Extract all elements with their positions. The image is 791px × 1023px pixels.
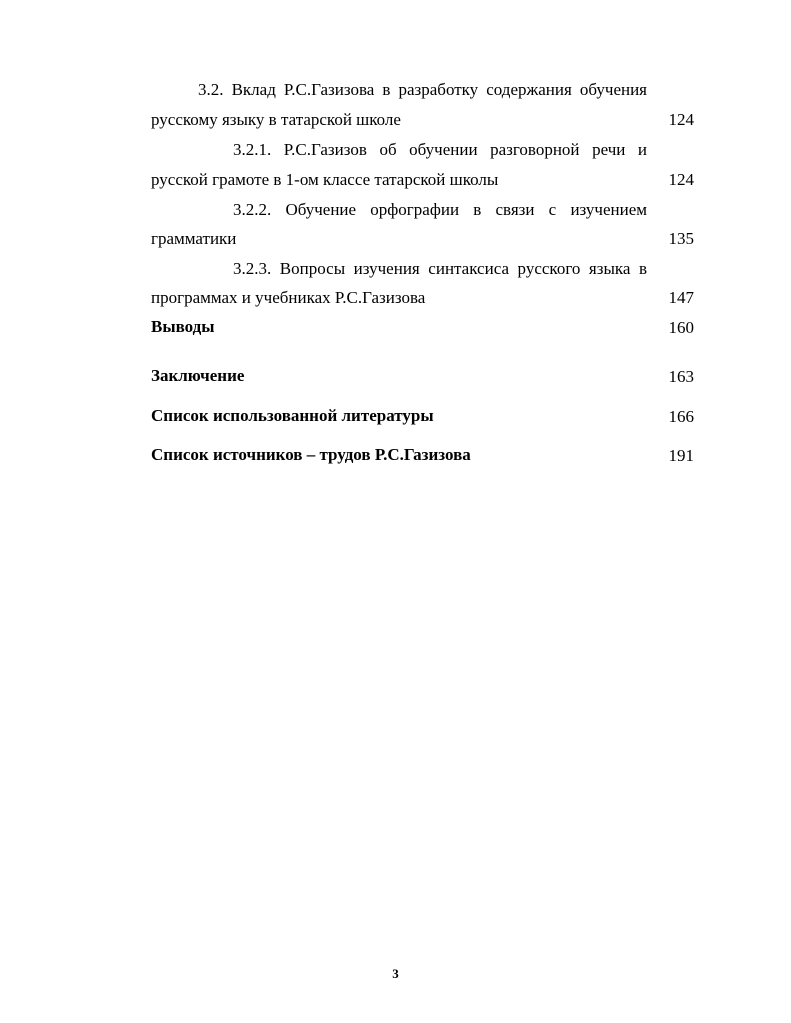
toc-entry-3-2-3-line1: 3.2.3. Вопросы изучения синтаксиса русского языка в: [233, 259, 647, 278]
toc-entry-3-2-line2: русскому языку в татарской школе: [151, 110, 401, 129]
toc-zaklyuchenie-page: 163: [668, 367, 694, 386]
toc-literatura-title: Список использованной литературы: [151, 406, 434, 425]
toc-entry-3-2-line1: 3.2. Вклад Р.С.Газизова в разработку содержания обучения: [198, 80, 647, 99]
toc-istochniki-page: 191: [668, 446, 694, 465]
toc-entry-3-2-1-line2: русской грамоте в 1-ом классе татарской школы: [151, 170, 499, 189]
footer-page-number: 3: [392, 966, 399, 981]
toc-entry-3-2-2-line1: 3.2.2. Обучение орфографии в связи с изучением: [233, 200, 647, 219]
toc-entry-3-2-2-page: 135: [668, 229, 694, 248]
toc-istochniki-title: Список источников – трудов Р.С.Газизова: [151, 445, 471, 464]
toc-entry-3-2-2-line2: грамматики: [151, 229, 237, 248]
toc-entry-3-2-3-page: 147: [668, 288, 694, 307]
toc-zaklyuchenie-title: Заключение: [151, 366, 245, 385]
toc-entry-3-2-3-line2: программах и учебниках Р.С.Газизова: [151, 288, 426, 307]
toc-entry-3-2-page: 124: [668, 110, 694, 129]
toc-vyvody-title: Выводы: [151, 317, 215, 336]
toc-literatura-page: 166: [668, 407, 694, 426]
toc-vyvody-page: 160: [668, 318, 694, 337]
toc-entry-3-2-1-line1: 3.2.1. Р.С.Газизов об обучении разговорной речи и: [233, 140, 647, 159]
toc-entry-3-2-1-page: 124: [668, 170, 694, 189]
